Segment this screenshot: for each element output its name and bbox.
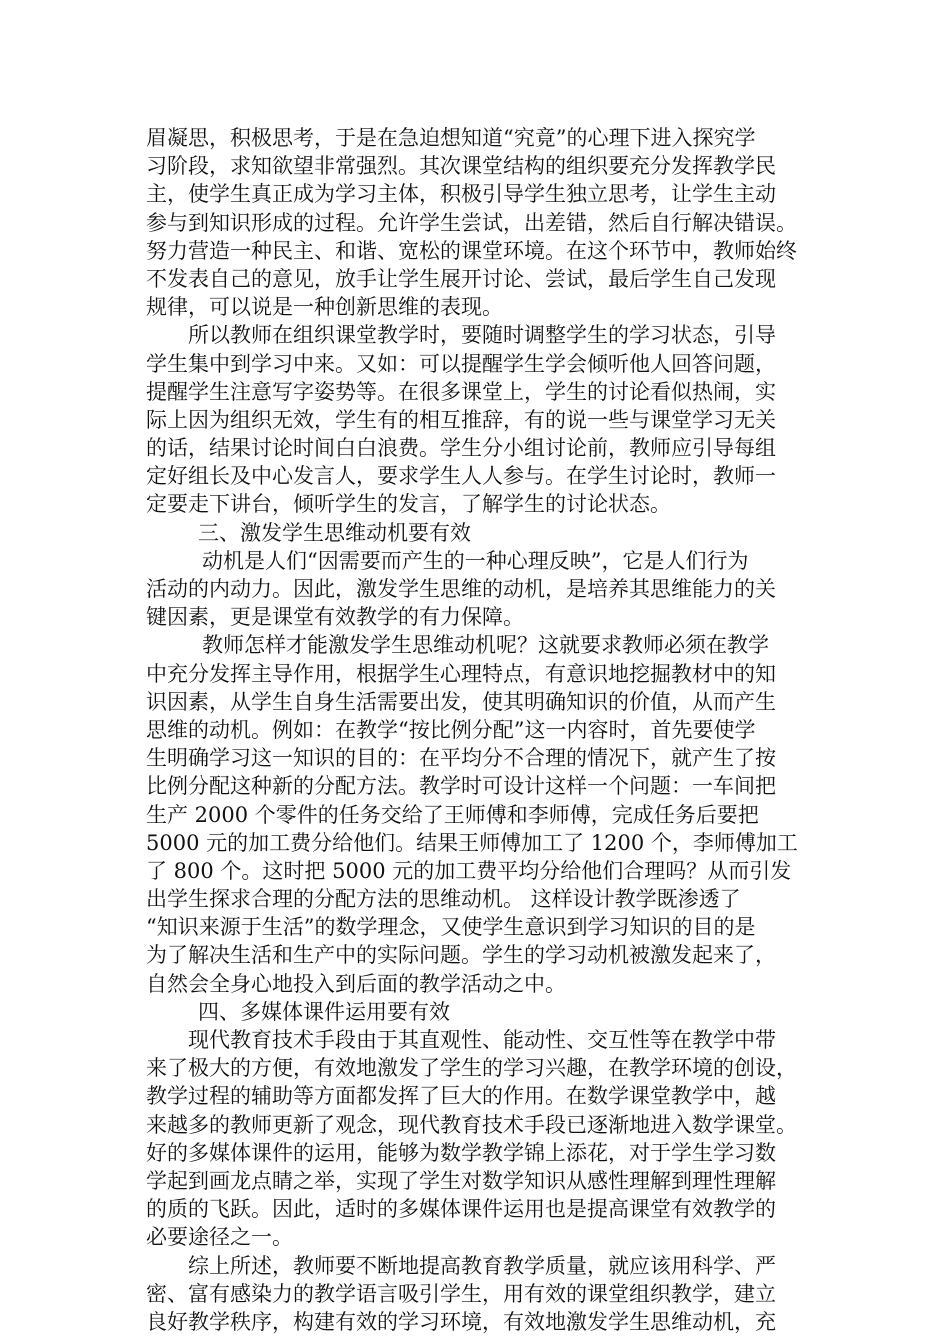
text-line: 教师怎样才能激发学生思维动机呢？这就要求教师必须在教学 bbox=[202, 633, 769, 658]
text-line: 四、多媒体课件运用要有效 bbox=[198, 999, 450, 1024]
text-line: 出学生探求合理的分配方法的思维动机。 这样设计教学既渗透了 bbox=[146, 887, 741, 912]
text-line: 三、激发学生思维动机要有效 bbox=[198, 520, 471, 545]
text-line: 际上因为组织无效，学生有的相互推辞，有的说一些与课堂学习无关 bbox=[146, 407, 776, 432]
text-line: 教学过程的辅助等方面都发挥了巨大的作用。在数学课堂教学中，越 bbox=[146, 1084, 776, 1109]
text-line: 5000 元的加工费分给他们。结果王师傅加工了 1200 个，李师傅加工 bbox=[146, 830, 798, 855]
text-line: 生明确学习这一知识的目的：在平均分不合理的情况下，就产生了按 bbox=[146, 746, 776, 771]
text-line: 生产 2000 个零件的任务交给了王师傅和李师傅，完成任务后要把 bbox=[146, 802, 759, 827]
text-line: 思维的动机。例如：在教学“按比例分配”这一内容时，首先要使学 bbox=[146, 717, 756, 742]
body-text bbox=[146, 124, 818, 1336]
text-line: 规律，可以说是一种创新思维的表现。 bbox=[146, 295, 503, 320]
text-line: 必要途径之一。 bbox=[146, 1225, 293, 1250]
text-line: 动机是人们“因需要而产生的一种心理反映”，它是人们行为 bbox=[202, 548, 749, 573]
text-line: 比例分配这种新的分配方法。教学时可设计这样一个问题：一车间把 bbox=[146, 774, 776, 799]
text-line: 来了极大的方便，有效地激发了学生的学习兴趣，在教学环境的创设， bbox=[146, 1056, 797, 1081]
text-line: 定好组长及中心发言人，要求学生人人参与。在学生讨论时，教师一 bbox=[146, 464, 776, 489]
text-line: 了 800 个。这时把 5000 元的加工费平均分给他们合理吗？从而引发 bbox=[146, 858, 792, 883]
text-line: 定要走下讲台，倾听学生的发言，了解学生的讨论状态。 bbox=[146, 492, 671, 517]
text-line: 的话，结果讨论时间白白浪费。学生分小组讨论前，教师应引导每组 bbox=[146, 436, 776, 461]
text-line: 所以教师在组织课堂教学时，要随时调整学生的学习状态，引导 bbox=[188, 323, 776, 348]
text-line: 眉凝思，积极思考，于是在急迫想知道“究竟”的心理下进入探究学 bbox=[146, 126, 756, 150]
text-line: 学起到画龙点睛之举，实现了学生对数学知识从感性理解到理性理解 bbox=[146, 1168, 776, 1193]
text-line: 识因素，从学生自身生活需要出发，使其明确知识的价值，从而产生 bbox=[146, 689, 776, 714]
text-line: 为了解决生活和生产中的实际问题。学生的学习动机被激发起来了， bbox=[146, 943, 776, 968]
text-line: 活动的内动力。因此，激发学生思维的动机，是培养其思维能力的关 bbox=[146, 577, 776, 601]
text-line: 提醒学生注意写字姿势等。在很多课堂上，学生的讨论看似热闹，实 bbox=[146, 379, 776, 404]
text-line: 不发表自己的意见，放手让学生展开讨论、尝试，最后学生自己发现 bbox=[146, 266, 776, 291]
text-line: 综上所述，教师要不断地提高教育教学质量，就应该用科学、严 bbox=[188, 1253, 776, 1278]
text-line: 现代教育技术手段由于其直观性、能动性、交互性等在教学中带 bbox=[188, 1028, 776, 1052]
text-line: 密、富有感染力的教学语言吸引学生，用有效的课堂组织教学，建立 bbox=[146, 1281, 776, 1306]
text-line: 的质的飞跃。因此，适时的多媒体课件运用也是提高课堂有效教学的 bbox=[146, 1197, 776, 1222]
text-line: 来越多的教师更新了观念，现代教育技术手段已逐渐地进入数学课堂。 bbox=[146, 1112, 797, 1137]
text-line: 中充分发挥主导作用，根据学生心理特点，有意识地挖掘教材中的知 bbox=[146, 661, 776, 686]
text-line: 学生集中到学习中来。又如：可以提醒学生学会倾听他人回答问题， bbox=[146, 351, 776, 376]
text-line: 自然会全身心地投入到后面的教学活动之中。 bbox=[146, 971, 566, 996]
text-line: 主，使学生真正成为学习主体，积极引导学生独立思考，让学生主动 bbox=[146, 182, 776, 207]
text-line: 参与到知识形成的过程。允许学生尝试，出差错，然后自行解决错误。 bbox=[146, 210, 797, 235]
text-line: 好的多媒体课件的运用，能够为数学教学锦上添花，对于学生学习数 bbox=[146, 1140, 776, 1165]
text-line: 键因素，更是课堂有效教学的有力保障。 bbox=[146, 605, 524, 630]
text-line: “知识来源于生活”的数学理念，又使学生意识到学习知识的目的是 bbox=[146, 915, 756, 940]
text-line: 努力营造一种民主、和谐、宽松的课堂环境。在这个环节中，教师始终 bbox=[146, 238, 797, 263]
text-line: 习阶段，求知欲望非常强烈。其次课堂结构的组织要充分发挥教学民 bbox=[146, 154, 776, 179]
text-line: 良好教学秩序，构建有效的学习环境，有效地激发学生思维动机，充 bbox=[146, 1309, 776, 1334]
